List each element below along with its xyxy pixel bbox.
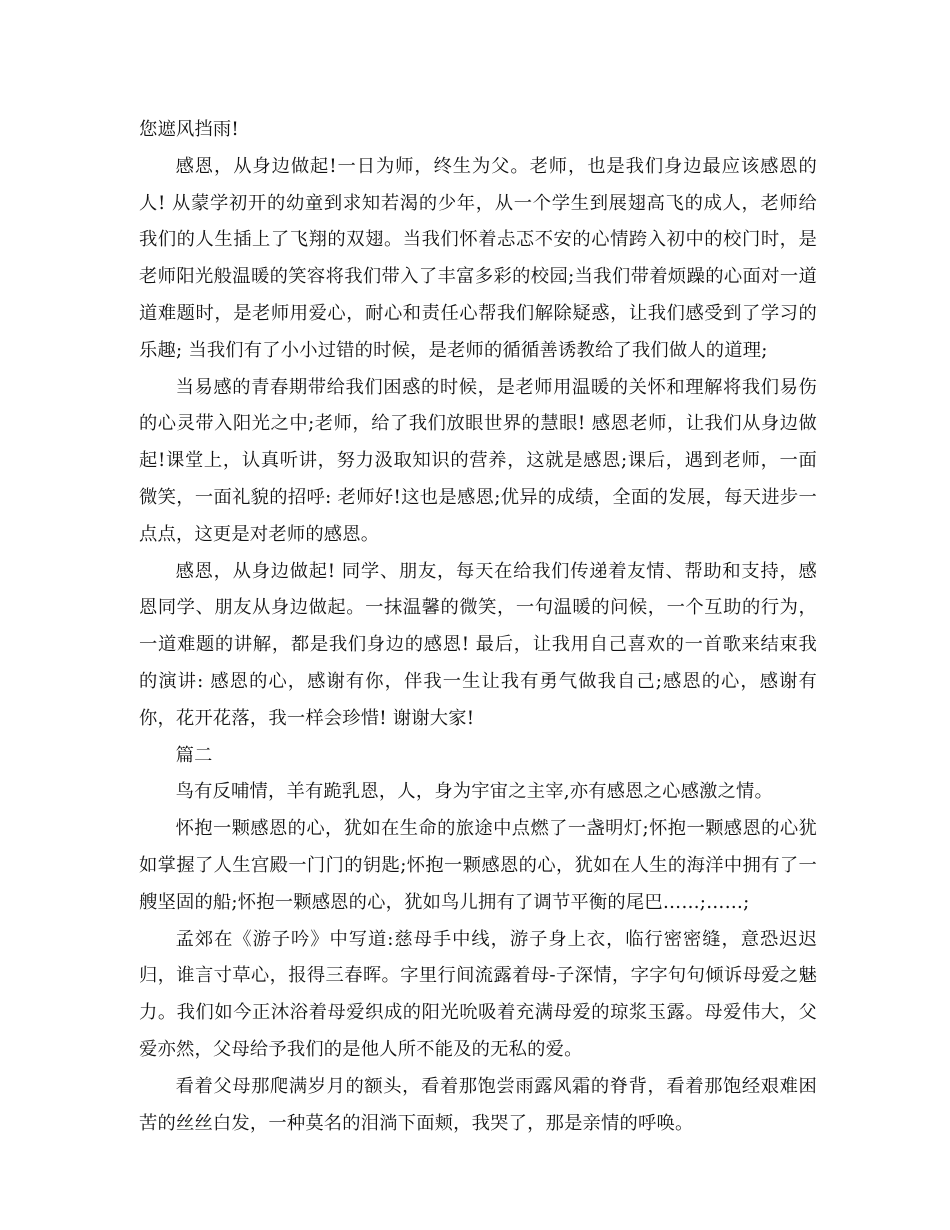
- paragraph-3: 当易感的青春期带给我们困惑的时候，是老师用温暖的关怀和理解将我们易伤的心灵带入阳光之中;老师，给了我们放眼世界的慧眼! 感恩老师，让我们从身边做起!课堂上，认真听讲，努力汲取知识的营养，这就是感恩;课后，遇到老师，一面微笑，一面礼貌的招呼: 老师好!这也是感恩;优异的成绩，全面的发展，每天进步一点点，这更是对老师的感恩。: [139, 376, 817, 545]
- document-body: [139, 112, 817, 1142]
- paragraph-8: 孟郊在《游子吟》中写道:慈母手中线，游子身上衣，临行密密缝，意恐迟迟归，谁言寸草心，报得三春晖。字里行间流露着母-子深情，字字句句倾诉母爱之魅力。我们如今正沐浴着母爱织成的阳光吮吸着充满母爱的琼浆玉露。母爱伟大，父爱亦然，父母给予我们的是他人所不能及的无私的爱。: [139, 928, 817, 1060]
- paragraph-1: 您遮风挡雨!: [139, 119, 239, 140]
- paragraph-7: 怀抱一颗感恩的心，犹如在生命的旅途中点燃了一盏明灯;怀抱一颗感恩的心犹如掌握了人生宫殿一门门的钥匙;怀抱一颗感恩的心，犹如在人生的海洋中拥有了一艘坚固的船;怀抱一颗感恩的心，犹如鸟儿拥有了调节平衡的尾巴……;……;: [139, 818, 817, 913]
- paragraph-4: 感恩，从身边做起! 同学、朋友，每天在给我们传递着友情、帮助和支持，感恩同学、朋友从身边做起。一抹温馨的微笑，一句温暖的问候，一个互助的行为，一道难题的讲解，都是我们身边的感恩! 最后，让我用自己喜欢的一首歌来结束我的演讲: 感恩的心，感谢有你，伴我一生让我有勇气做我自己;感恩的心，感谢有你，花开花落，我一样会珍惜! 谢谢大家!: [139, 560, 817, 729]
- paragraph-9: 看着父母那爬满岁月的额头，看着那饱尝雨露风霜的脊背，看着那饱经艰难困苦的丝丝白发，一种莫名的泪淌下面颊，我哭了，那是亲情的呼唤。: [139, 1075, 817, 1134]
- paragraph-2: 感恩，从身边做起!一日为师，终生为父。老师，也是我们身边最应该感恩的人! 从蒙学初开的幼童到求知若渴的少年，从一个学生到展翅高飞的成人，老师给我们的人生插上了飞翔的双翅。当我们怀着忐忑不安的心情跨入初中的校门时，是老师阳光般温暖的笑容将我们带入了丰富多彩的校园;当我们带着烦躁的心面对一道道难题时，是老师用爱心，耐心和责任心帮我们解除疑惑，让我们感受到了学习的乐趣; 当我们有了小小过错的时候，是老师的循循善诱教给了我们做人的道理;: [139, 155, 817, 361]
- section-heading: 篇二: [175, 744, 213, 766]
- paragraph-6: 鸟有反哺情，羊有跪乳恩，人，身为宇宙之主宰,亦有感恩之心感激之情。: [175, 781, 774, 803]
